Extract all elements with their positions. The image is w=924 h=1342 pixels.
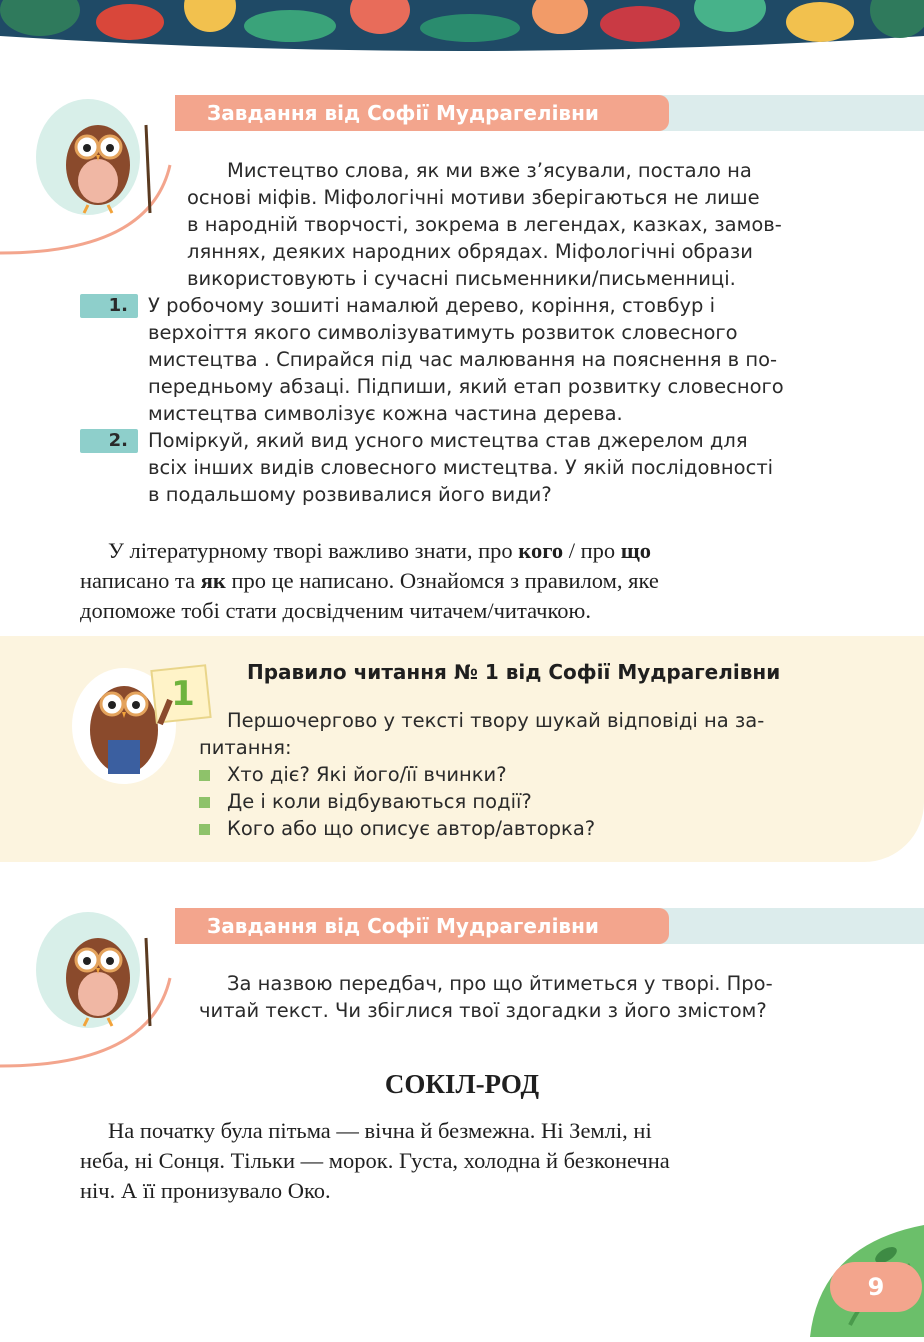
intro-paragraph	[80, 536, 833, 626]
bullet-square-icon	[199, 797, 210, 808]
emphasis-how: як	[200, 568, 226, 593]
task1-intro	[187, 157, 833, 292]
task2-text	[199, 970, 833, 1024]
rule-text-line: питання:	[199, 736, 292, 759]
task1-item-2	[148, 427, 834, 508]
intro-line-2: написано та як про це написано. Ознайомся з правилом, яке	[80, 568, 659, 593]
task2-text-line: За назвою передбач, про що йтиметься у творі. Про-	[227, 972, 773, 995]
intro-line-3: допоможе тобі стати досвідченим читачем/читачкою.	[80, 598, 591, 623]
rule-text	[199, 707, 833, 761]
task1-item-1-line: мистецтва . Спирайся під час малювання на пояснення в по-	[148, 348, 778, 371]
task-number-badge: 1.	[80, 294, 138, 318]
task1-item-1-line: верхоіття якого символізуватимуть розвиток словесного	[148, 321, 738, 344]
rule-bullet-item: Кого або що описує автор/авторка?	[199, 815, 833, 842]
rule-bullet-item: Хто діє? Які його/її вчинки?	[199, 761, 833, 788]
top-floral-banner	[0, 0, 924, 60]
task1-intro-line: в народній творчості, зокрема в легендах, казках, замов-	[187, 213, 782, 236]
story-text	[80, 1116, 833, 1206]
task2-owl-area	[0, 908, 190, 1068]
task2-header: Завдання від Софії Мудрагелівни	[175, 908, 669, 944]
bullet-square-icon	[199, 824, 210, 835]
task1-item-1-line: передньому абзаці. Підпиши, який етап розвитку словесного	[148, 375, 784, 398]
owl-teacher-icon	[0, 908, 190, 1068]
bullet-square-icon	[199, 770, 210, 781]
rule-bullet-item: Де і коли відбуваються події?	[199, 788, 833, 815]
task1-item-1-line: мистецтва символізує кожна частина дерева.	[148, 402, 623, 425]
task1-intro-line: використовують і сучасні письменники/письменниці.	[187, 267, 736, 290]
task1-owl-area	[0, 95, 190, 255]
page-number: 9	[830, 1262, 922, 1312]
rule-text-line: Першочергово у тексті твору шукай відповіді на за-	[227, 709, 765, 732]
task1-item-1	[148, 292, 834, 427]
rule-title: Правило читання № 1 від Софії Мудрагелівни	[247, 660, 781, 684]
rule-bullets	[199, 761, 833, 842]
task1-item-1-line: У робочому зошиті намалюй дерево, коріння, стовбур і	[148, 294, 716, 317]
emphasis-who: кого	[518, 538, 564, 563]
rule-card-number: 1	[171, 674, 195, 714]
rule-owl-area	[62, 660, 222, 790]
task1-item-2-line: Поміркуй, який вид усного мистецтва став джерелом для	[148, 429, 748, 452]
task1-intro-line: ляннях, деяких народних обрядах. Міфологічні образи	[187, 240, 753, 263]
owl-teacher-icon	[0, 95, 190, 255]
task1-header: Завдання від Софії Мудрагелівни	[175, 95, 669, 131]
task1-intro-line: основі міфів. Міфологічні мотиви зберігаються не лише	[187, 186, 760, 209]
owl-holding-card-icon	[62, 660, 222, 790]
task2-text-line: читай текст. Чи збіглися твої здогадки з його змістом?	[199, 999, 767, 1022]
task1-item-2-line: в подальшому розвивалися його види?	[148, 483, 552, 506]
story-title: СОКІЛ-РОД	[384, 1069, 540, 1099]
intro-line-1: У літературному творі важливо знати, про кого / про що	[108, 538, 652, 563]
task-number-badge: 2.	[80, 429, 138, 453]
emphasis-what: що	[620, 538, 652, 563]
story-line: На початку була пітьма — вічна й безмежна. Ні Землі, ні	[108, 1118, 652, 1143]
task1-intro-line: Мистецтво слова, як ми вже з’ясували, постало на	[227, 159, 752, 182]
task1-item-2-line: всіх інших видів словесного мистецтва. У якій послідовності	[148, 456, 774, 479]
story-line: ніч. А її пронизувало Око.	[80, 1178, 331, 1203]
story-line: неба, ні Сонця. Тільки — морок. Густа, холодна й безконечна	[80, 1148, 670, 1173]
